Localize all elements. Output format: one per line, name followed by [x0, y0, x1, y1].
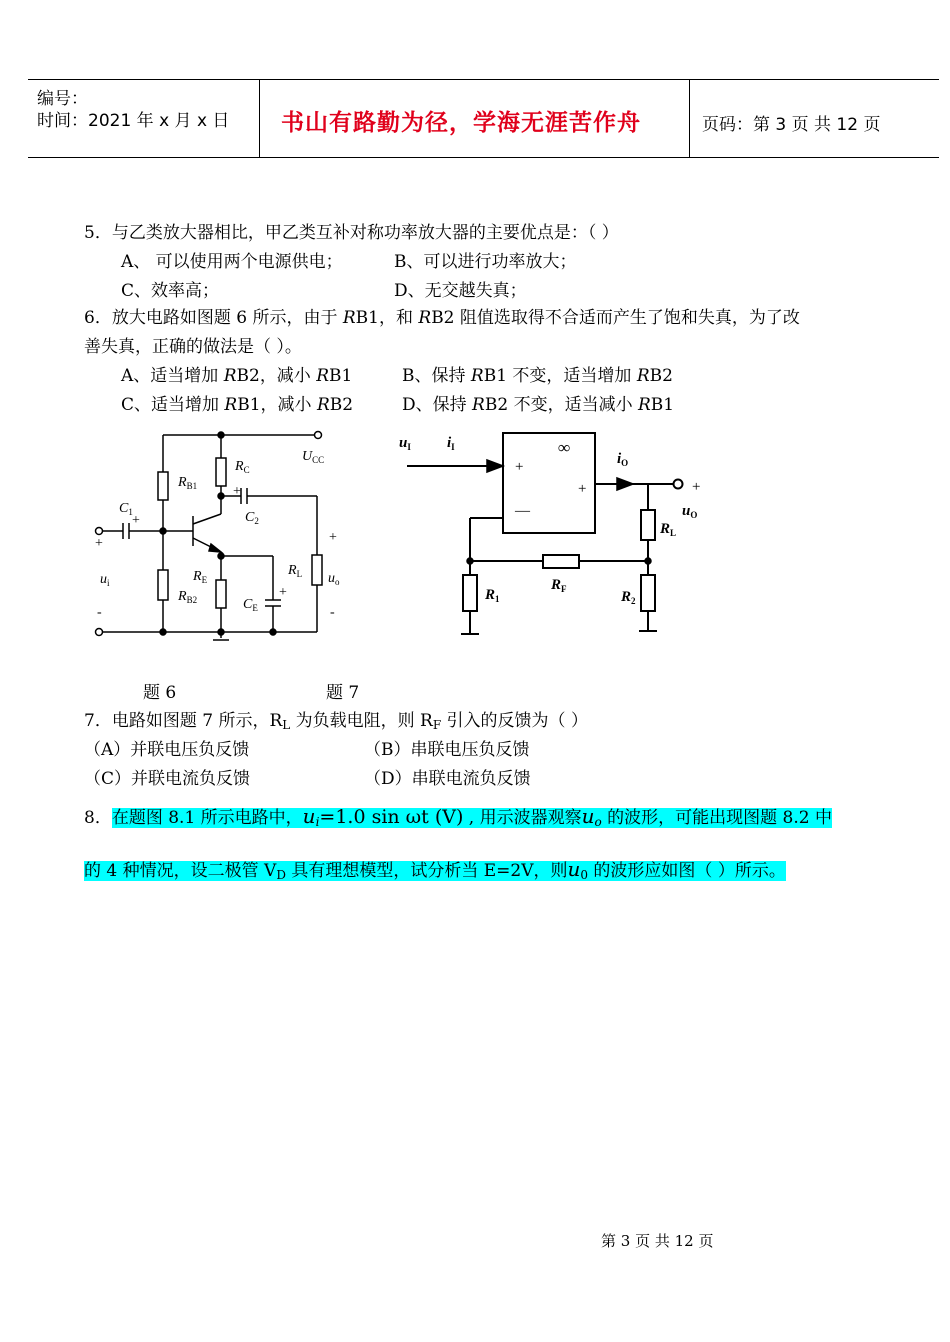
fig7-ii-label: $i_I$ [447, 435, 455, 452]
q6-r: R [470, 366, 484, 386]
q8-u0: u [567, 857, 581, 881]
q6-text: D、保持 [402, 395, 473, 415]
fig6-c2-plus: + [233, 484, 241, 499]
q6-text: 不变，适当减小 [508, 395, 638, 415]
q8-uo-sub: o [594, 815, 602, 829]
q6-r: R [316, 395, 330, 415]
fig6-rb1-label: $R_{B1}$ [178, 475, 198, 491]
q8-highlight-1 [111, 804, 832, 829]
q8-formula: =1.0 sin ωt (V) [319, 806, 464, 828]
q8-text: 的波形，可能出现图题 8.2 中 [601, 808, 832, 828]
q8-highlight-2 [84, 857, 786, 882]
header-motto-cell [259, 80, 690, 157]
q6-line1 [84, 307, 800, 329]
q8-text: 的 4 种情况，设二极管 V [84, 861, 277, 881]
q8-uo: u [581, 804, 595, 828]
fig7-ui-label: $u_I$ [399, 435, 411, 452]
fig6-c2-label: $C_2$ [245, 510, 259, 526]
q8-text: , 用示波器观察 [463, 808, 582, 828]
q7-option-a: （A）并联电压负反馈 [84, 740, 250, 760]
q6-r: R [342, 308, 356, 328]
page-header [28, 79, 939, 158]
fig7-out-plus: + [578, 481, 587, 497]
fig6-c1-plus: + [132, 513, 140, 528]
figure-7-caption: 题 7 [326, 683, 360, 703]
fig7-io-label: $i_O$ [617, 451, 629, 468]
q6-r: R [636, 366, 650, 386]
q8-text: 具有理想模型，试分析当 E=2V，则 [285, 861, 568, 881]
q6-b1: B1 [483, 366, 508, 386]
header-page-cell [690, 80, 939, 157]
q6-text: ，减小 [260, 395, 317, 415]
q7-sub-f: F [432, 718, 442, 732]
q6-option-d [402, 394, 674, 416]
fig6-re-label: $R_E$ [193, 569, 208, 585]
q6-b1: B1 [355, 308, 379, 328]
fig6-input-plus: + [95, 536, 103, 551]
q6-b2: B2 [236, 366, 260, 386]
fig6-ucc-label: $U_{CC}$ [302, 449, 325, 465]
q5-option-b: B、可以进行功率放大； [394, 252, 577, 272]
q8-formula-u: u [302, 804, 316, 828]
header-meta-cell [28, 80, 260, 157]
q6-line2: 善失真，正确的做法是（ ）。 [84, 337, 302, 357]
number-label: 编号： [37, 89, 88, 109]
q8-line1 [84, 805, 832, 833]
q6-text: ，和 [378, 308, 419, 328]
q6-b1: B1 [329, 366, 353, 386]
time-label: 时间：2021 年 x 月 x 日 [37, 111, 230, 131]
q6-text: B、保持 [402, 366, 471, 386]
fig7-output-plus: + [692, 479, 701, 495]
q7-option-b: （B）串联电压负反馈 [364, 740, 530, 760]
q6-r: R [316, 366, 330, 386]
q5-option-d: D、无交越失真； [394, 281, 527, 301]
fig6-rb2-label: $R_{B2}$ [178, 589, 198, 605]
page-label: 页码：第 3 页 共 12 页 [702, 115, 881, 135]
q6-r: R [637, 395, 651, 415]
q6-text: ，减小 [259, 366, 317, 386]
fig7-r2-label: $R_2$ [621, 589, 636, 606]
fig7-rl-label: $R_L$ [660, 521, 677, 538]
q6-b2: B2 [329, 395, 354, 415]
q6-r: R [418, 308, 432, 328]
fig7-r1-label: $R_1$ [485, 587, 500, 604]
q8-text: 在题图 8.1 所示电路中， [111, 808, 303, 828]
q6-b2: B2 [649, 366, 673, 386]
q7-option-d: （D）串联电流负反馈 [364, 769, 531, 789]
q6-b2: B2 [484, 395, 509, 415]
q8-text: 的波形应如图（ ）所示。 [588, 861, 786, 881]
q6-text: C、适当增加 [121, 395, 225, 415]
q6-text: 6．放大电路如图题 6 所示，由于 [84, 308, 343, 328]
figure-6-caption: 题 6 [143, 683, 177, 703]
q6-option-c [121, 394, 353, 416]
fig6-output-plus: + [329, 530, 337, 545]
q7-text: 引入的反馈为（ ） [441, 711, 588, 731]
q8-number: 8． [84, 808, 112, 828]
fig6-ce-label: $C_E$ [243, 597, 258, 613]
q7-sub-l: L [282, 718, 291, 732]
q8-formula-sub: i [315, 815, 320, 829]
q7-option-c: （C）并联电流负反馈 [84, 769, 251, 789]
q6-b1: B1 [650, 395, 675, 415]
q6-option-a [121, 365, 352, 387]
q7-stem [84, 710, 588, 736]
fig6-output-minus: - [330, 605, 335, 620]
fig6-rc-label: $R_C$ [235, 459, 250, 475]
motto: 书山有路勤为径，学海无涯苦作舟 [281, 110, 641, 136]
q8-u0-sub: 0 [580, 868, 589, 882]
q7-text: 7．电路如图题 7 所示，R [84, 711, 283, 731]
q6-r: R [472, 395, 485, 415]
q5-option-a: A、 可以使用两个电源供电； [121, 252, 343, 272]
fig6-input-minus: - [97, 605, 102, 620]
q8-sub-d: D [276, 868, 286, 882]
q6-r: R [224, 395, 238, 415]
q5-option-c: C、效率高； [121, 281, 220, 301]
page-footer: 第 3 页 共 12 页 [601, 1232, 714, 1250]
q6-option-b [402, 365, 673, 387]
figure-6-circuit [85, 420, 365, 655]
q6-text: 阻值选取得不合适而产生了饱和失真，为了改 [454, 308, 800, 328]
q6-r: R [223, 366, 237, 386]
fig6-uo-label: $u_o$ [328, 571, 340, 587]
fig7-noninv-plus: + [515, 459, 524, 475]
fig6-ui-label: $u_i$ [100, 572, 110, 588]
q6-text: A、适当增加 [121, 366, 224, 386]
fig7-rf-label: $R_F$ [551, 577, 567, 594]
fig7-inv-minus: — [515, 503, 530, 519]
q5-stem: 5．与乙类放大器相比，甲乙类互补对称功率放大器的主要优点是：（ ） [84, 223, 619, 243]
figure-7-circuit [395, 425, 715, 645]
q6-b1: B1 [237, 395, 261, 415]
q6-b2: B2 [431, 308, 455, 328]
fig7-uo-label: $u_O$ [682, 503, 698, 520]
fig6-rl-label: $R_L$ [288, 563, 303, 579]
fig6-ce-plus: + [279, 585, 287, 600]
q8-line2 [84, 858, 786, 886]
q6-text: 不变，适当增加 [507, 366, 637, 386]
fig7-infinity: ∞ [558, 438, 571, 457]
fig6-c1-label: $C_1$ [119, 501, 133, 517]
q7-text: 为负载电阻，则 R [290, 711, 433, 731]
